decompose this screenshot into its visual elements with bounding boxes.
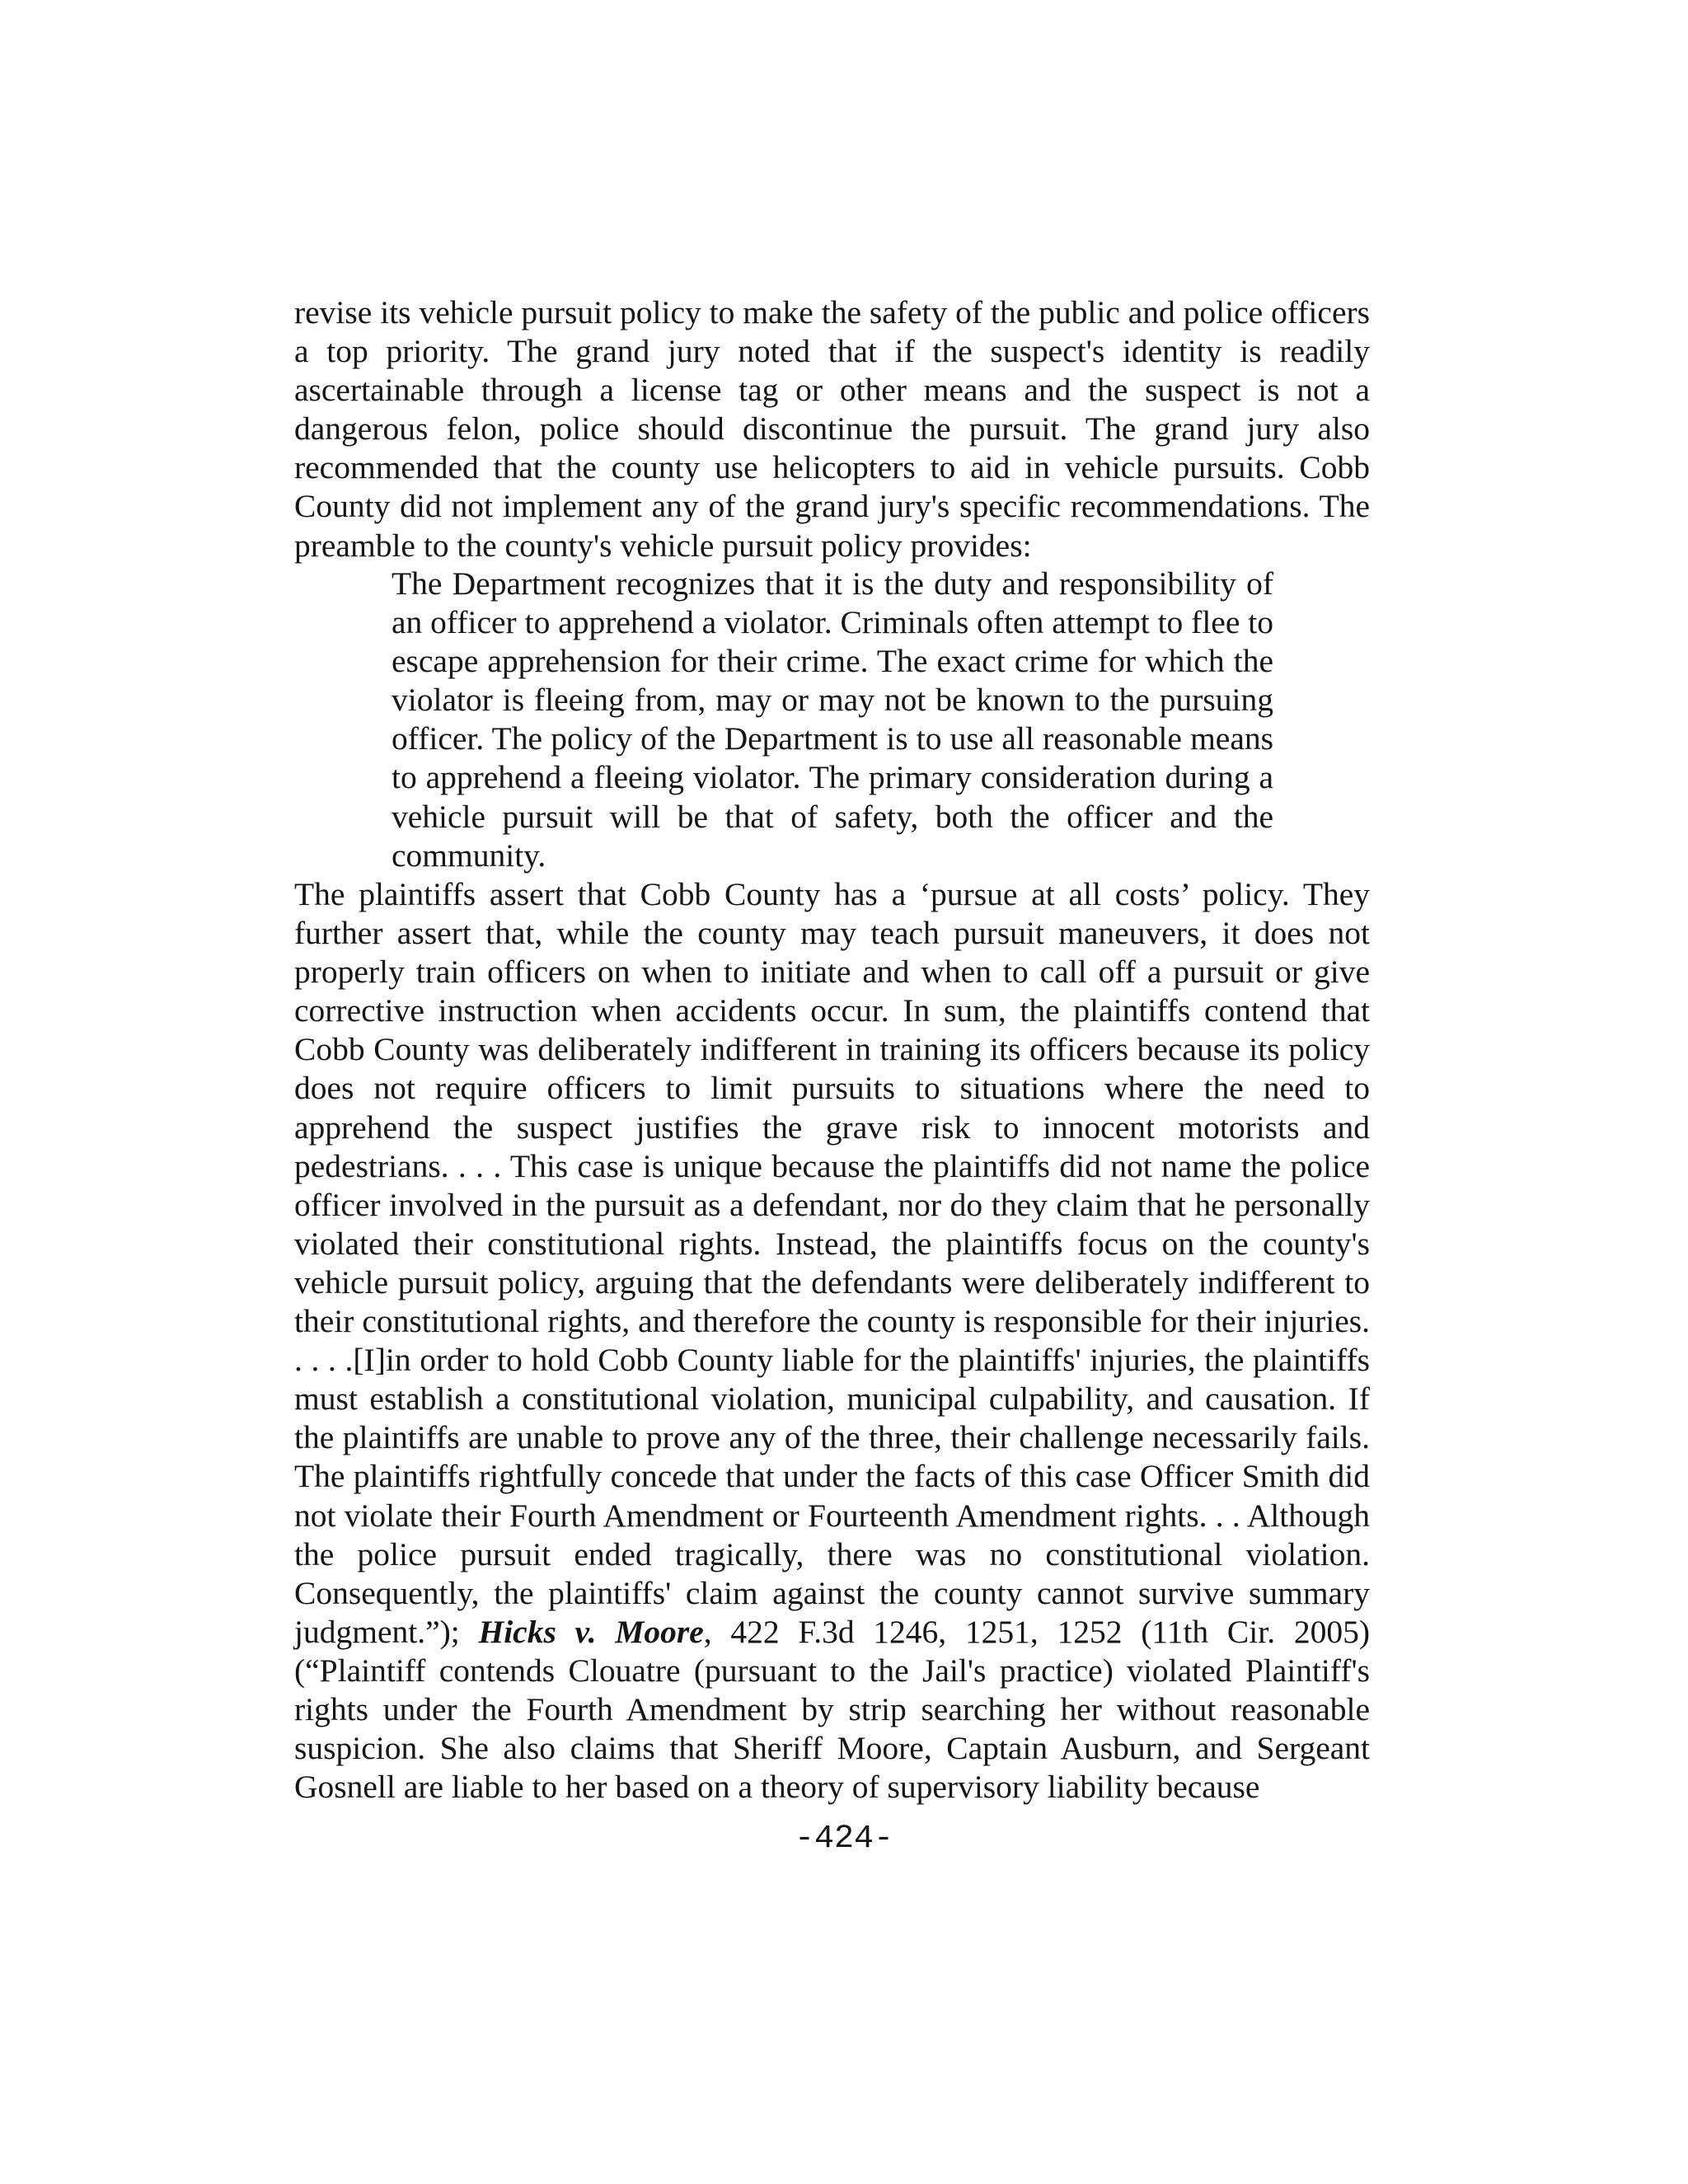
paragraph-bottom: [294, 875, 1370, 1807]
case-citation-name: Hicks v. Moore: [478, 1613, 704, 1650]
paragraph-top: revise its vehicle pursuit policy to make the safety of the public and police officers a top priority. The grand jury noted that if the suspect's identity is readily ascertainable through a license tag or other means and the suspect is not a dangerous felon, police should discontinue the pursuit. The grand jury also recommended that the county use helicopters to aid in vehicle pursuits. Cobb County did not implement any of the grand jury's specific recommendations. The preamble to the county's vehicle pursuit policy provides:: [294, 294, 1370, 564]
paragraph-bottom-text-after: , 422 F.3d 1246, 1251, 1252 (11th Cir. 2005) (“Plaintiff contends Clouatre (pursuant to the Jail's practice) violated Plaintiff's rights under the Fourth Amendment by strip searching her without reasonable suspicion. She also claims that Sheriff Moore, Captain Ausburn, and Sergeant Gosnell are liable to her based on a theory of supervisory liability because: [294, 1613, 1370, 1806]
block-quote-policy-preamble: The Department recognizes that it is the duty and responsibility of an officer to apprehend a violator. Criminals often attempt to flee to escape apprehension for their crime. The exact crime for which the violator is fleeing from, may or may not be known to the pursuing officer. The policy of the Department is to use all reasonable means to apprehend a fleeing violator. The primary consideration during a vehicle pursuit will be that of safety, both the officer and the community.: [392, 565, 1273, 874]
page-number: -424-: [794, 1821, 894, 1858]
paragraph-bottom-text-before: The plaintiffs assert that Cobb County has a ‘pursue at all costs’ policy. They further assert that, while the county may teach pursuit maneuvers, it does not properly train officers on when to initiate and when to call off a pursuit or give corrective instruction when accidents occur. In sum, the plaintiffs contend that Cobb County was deliberately indifferent in training its officers because its policy does not require officers to limit pursuits to situations where the need to apprehend the suspect justifies the grave risk to innocent motorists and pedestrians. . . . This case is unique because the plaintiffs did not name the police officer involved in the pursuit as a defendant, nor do they claim that he personally violated their constitutional rights. Instead, the plaintiffs focus on the county's vehicle pursuit policy, arguing that the defendants were deliberately indifferent to their constitutional rights, and therefore the county is responsible for their injuries. . . . .[I]in order to hold Cobb County liable for the plaintiffs' injuries, the plaintiffs must establish a constitutional violation, municipal culpability, and causation. If the plaintiffs are unable to prove any of the three, their challenge necessarily fails. The plaintiffs rightfully concede that under the facts of this case Officer Smith did not violate their Fourth Amendment or Fourteenth Amendment rights. . . Although the police pursuit ended tragically, there was no constitutional violation. Consequently, the plaintiffs' claim against the county cannot survive summary judgment.”);: [294, 876, 1370, 1650]
